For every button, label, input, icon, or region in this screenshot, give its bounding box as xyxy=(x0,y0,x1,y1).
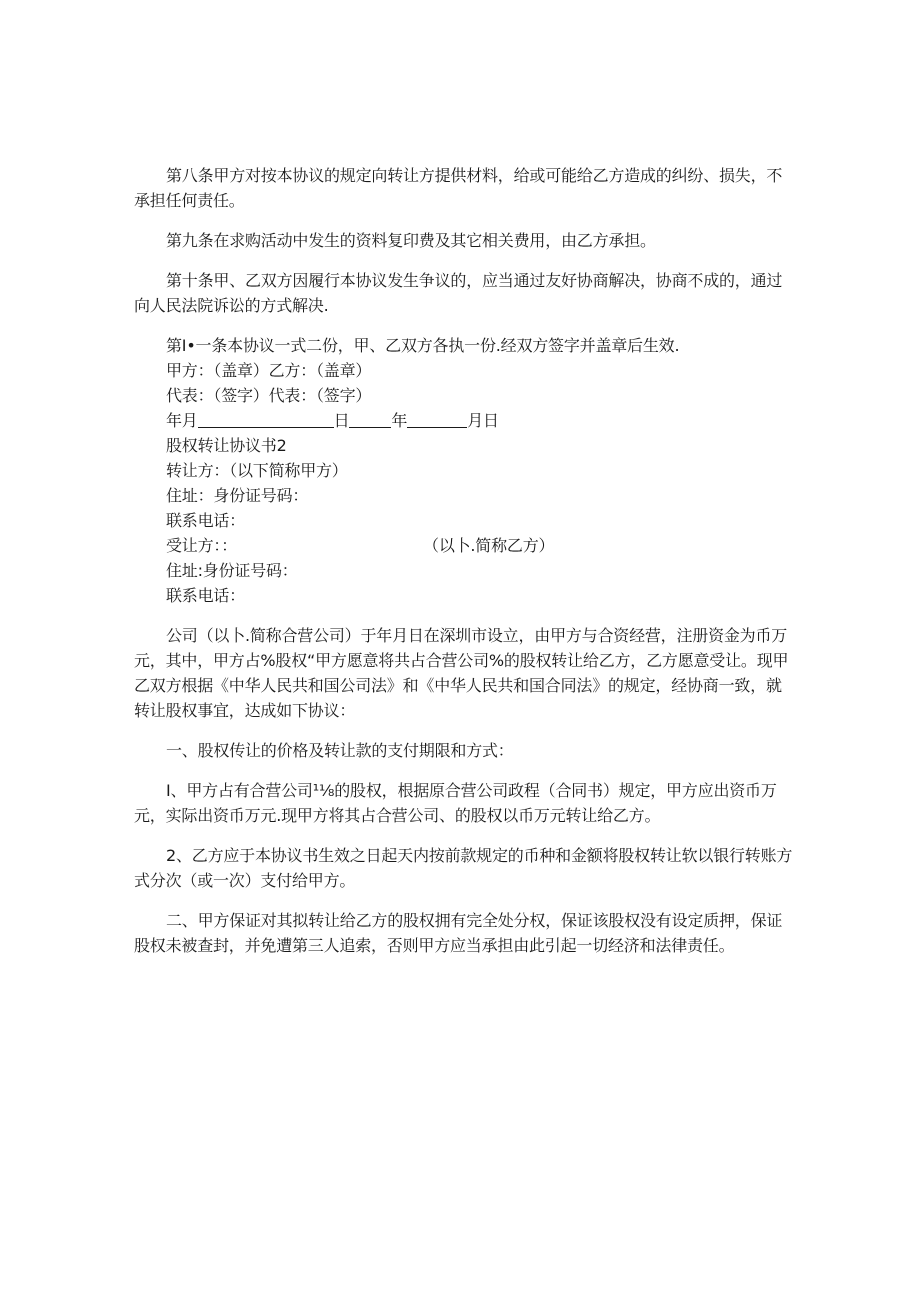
date-blank-3 xyxy=(407,410,467,428)
document-body xyxy=(134,163,794,958)
agreement-title-2: 股权转让协议书2 xyxy=(166,436,287,455)
transferor-line: 转让方：（以下简称甲方） xyxy=(166,461,348,480)
section-1-heading: 一、股权传让的价格及转让款的支付期限和方式： xyxy=(166,741,514,760)
article-9: 第九条在求购活动中发生的资料复印费及其它相关费用，由乙方承担。 xyxy=(166,231,656,250)
transferor-address-line: 住址：身份证号码： xyxy=(166,486,309,505)
transferee-label: 受让方：： xyxy=(166,536,238,555)
date-year2-label: 年 xyxy=(391,411,408,430)
date-blank-1 xyxy=(198,410,334,428)
date-day-label: 日 xyxy=(333,411,350,430)
transferee-phone-line: 联系电话： xyxy=(166,586,246,605)
transferor-phone-line: 联系电话： xyxy=(166,511,246,530)
transferee-line xyxy=(134,533,794,558)
date-line xyxy=(134,408,794,433)
section-2-paragraph: 二、甲方保证对其拟转让给乙方的股权拥有完全处分权，保证该股权没有设定质押，保证股权未被查封，并免遭第三人追索，否则甲方应当承担由此引起一切经济和法律责任。 xyxy=(134,911,783,955)
section-1-item-2: 2、乙方应于本协议书生效之日起天内按前款规定的币种和金额将股权转让软以银行转账方式分次（或一次）支付给甲方。 xyxy=(134,846,793,890)
article-10: 第十条甲、乙双方因履行本协议发生争议的，应当通过友好协商解决，协商不成的，通过向人民法院诉讼的方式解决. xyxy=(134,271,783,315)
seal-line: 甲方：（盖章）乙方：（盖章） xyxy=(166,361,372,380)
date-blank-2 xyxy=(349,410,391,428)
date-month-label: 月日 xyxy=(467,411,499,430)
transferee-abbr: （以卜.简称乙方） xyxy=(423,536,555,555)
transferee-address-line: 住址:身份证号码： xyxy=(166,561,298,580)
section-1-item-1: I、甲方占有合营公司¹⅛的股权，根据原合营公司政程（合同书）规定，甲方应出资币万元，实际出资币万元.现甲方将其占合营公司、的股权以币万元转让给乙方。 xyxy=(134,781,777,825)
sign-line: 代表：（签字）代表：（签字） xyxy=(166,386,372,405)
article-11: 第I•一条本协议一式二份，甲、乙双方各执一份.经双方签字并盖章后生效. xyxy=(166,336,680,355)
date-year-label: 年月 xyxy=(166,411,198,430)
article-8: 第八条甲方对按本协议的规定向转让方提供材料，给或可能给乙方造成的纠纷、损失，不承担任何责任。 xyxy=(134,166,783,210)
intro-paragraph: 公司（以卜.简称合营公司）于年月日在深圳市设立，由甲方与合资经营，注册资金为币万元，其中，甲方占%股权“甲方愿意将共占合营公司%的股权转让给乙方，乙方愿意受让。现甲乙双方根据《中华人民共和国公司法》和《中华人民共和国合同法》的规定，经协商一致，就转让股权事宜，达成如下协议： xyxy=(134,626,789,720)
